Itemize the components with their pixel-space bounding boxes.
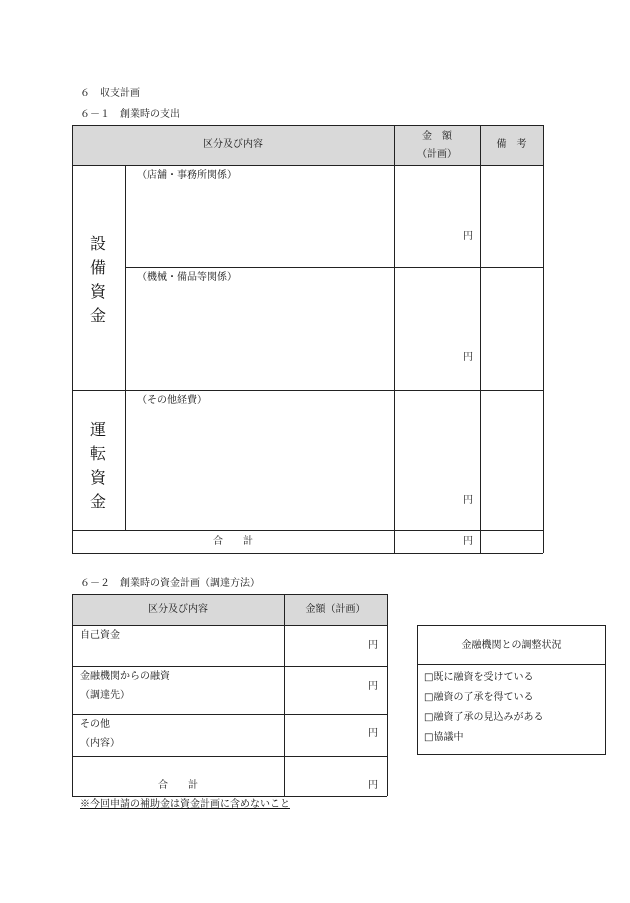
section-title: ６ 収支計画 (80, 88, 140, 99)
other-funds-label: その他 (80, 719, 110, 730)
amount-field-machinery[interactable] (395, 268, 479, 389)
total-remarks-field[interactable] (481, 531, 542, 552)
section-6-1-title: ６－１ 創業時の支出 (80, 109, 180, 120)
other-details-label: （内容） (80, 738, 120, 749)
operating-char-2: 転 (89, 444, 106, 463)
yen-unit: 円 (463, 536, 473, 547)
funding-header-amount: 金額（計画） (305, 604, 366, 615)
funding-total-amount-field[interactable] (285, 757, 386, 795)
operating-char-3: 資 (89, 468, 106, 487)
operating-char-4: 金 (89, 492, 106, 511)
amount-field-store[interactable] (395, 166, 479, 266)
other-funds-amount-field[interactable] (285, 715, 386, 755)
yen-unit: 円 (463, 352, 473, 363)
header-amount-plan: （計画） (417, 149, 457, 160)
funding-header-category: 区分及び内容 (148, 604, 208, 615)
yen-unit: 円 (463, 231, 473, 242)
remarks-field-machinery[interactable] (481, 268, 542, 389)
total-label: 合 計 (213, 536, 253, 547)
lender-label: （調達先） (80, 690, 130, 701)
header-remarks: 備 考 (496, 139, 527, 150)
yen-unit: 円 (368, 681, 378, 692)
header-amount: 金 額 (422, 131, 452, 142)
yen-unit: 円 (463, 495, 473, 506)
remarks-field-store[interactable] (481, 166, 542, 266)
equipment-char-3: 資 (89, 282, 106, 301)
remarks-field-other[interactable] (481, 391, 542, 529)
section-6-2-title: ６－２ 創業時の資金計画（調達方法） (80, 578, 260, 589)
bank-status-title: 金融機関との調整状況 (461, 640, 562, 651)
equipment-char-4: 金 (89, 306, 106, 325)
row-machinery: （機械・備品等関係） (137, 272, 237, 283)
equipment-char-2: 備 (89, 258, 106, 277)
header-category: 区分及び内容 (203, 139, 263, 150)
row-store-office: （店舗・事務所関係） (137, 170, 237, 181)
option-approval-expected[interactable]: □融資了承の見込みがある (424, 712, 544, 723)
yen-unit: 円 (368, 728, 378, 739)
amount-field-other[interactable] (395, 391, 479, 529)
own-funds-label: 自己資金 (80, 630, 120, 641)
option-already-financed[interactable]: □既に融資を受けている (424, 672, 534, 683)
bank-loan-label: 金融機関からの融資 (80, 671, 170, 682)
funding-total-label: 合 計 (158, 780, 198, 791)
equipment-char-1: 設 (89, 234, 106, 253)
total-amount-field[interactable] (395, 531, 479, 552)
option-in-discussion[interactable]: □協議中 (424, 732, 464, 743)
subsidy-note: ※今回申請の補助金は資金計画に含めないこと (80, 799, 290, 810)
bank-loan-amount-field[interactable] (285, 667, 386, 713)
yen-unit: 円 (368, 780, 378, 791)
operating-char-1: 運 (89, 420, 106, 439)
row-other-expenses: （その他経費） (137, 395, 207, 406)
own-funds-amount-field[interactable] (285, 626, 386, 665)
bank-status-box (417, 625, 606, 755)
yen-unit: 円 (368, 640, 378, 651)
option-loan-approved[interactable]: □融資の了承を得ている (424, 692, 534, 703)
